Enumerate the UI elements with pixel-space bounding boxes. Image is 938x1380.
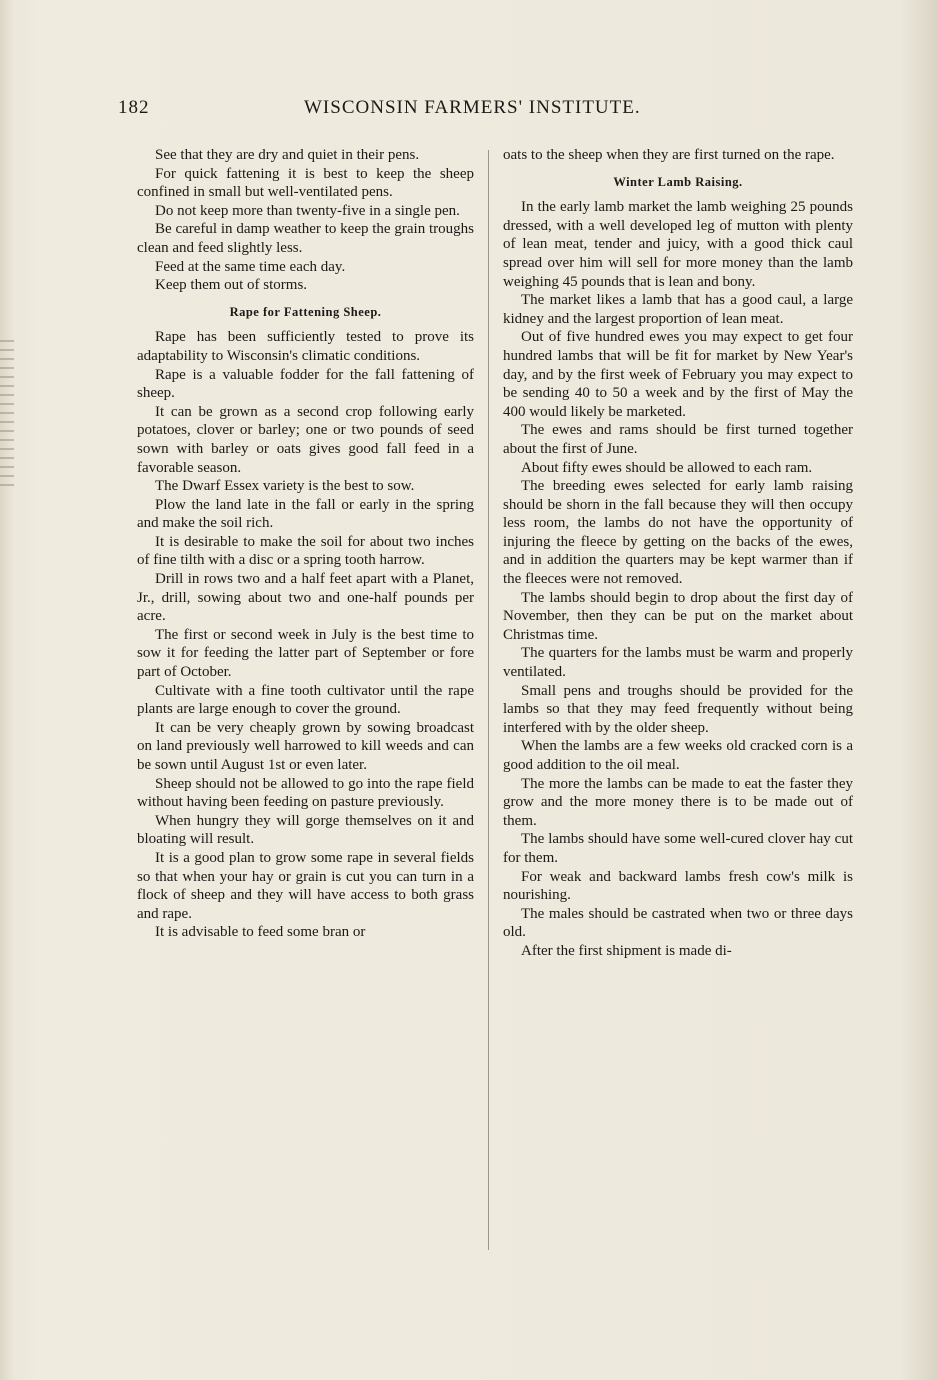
paragraph: For quick fattening it is best to keep the sheep confined in small but well-ventilated pens. — [137, 165, 474, 201]
section-heading-rape: Rape for Fattening Sheep. — [229, 304, 382, 319]
column-divider — [488, 150, 489, 1250]
paragraph: Rape is a valuable fodder for the fall fattening of sheep. — [137, 366, 474, 402]
paragraph: Cultivate with a fine tooth cultivator until the rape plants are large enough to cover the ground. — [137, 682, 474, 718]
right-column — [503, 146, 853, 961]
paragraph: Small pens and troughs should be provided for the lambs so that they may feed frequently without being interfered with by the older sheep. — [503, 682, 853, 736]
page-number: 182 — [118, 97, 150, 118]
paragraph: The breeding ewes selected for early lamb raising should be shorn in the fall because they will then occupy less room, the lambs do not have the opportunity of injuring the fleece by getting on the backs of the ewes, and in addition the quarters may be kept warmer than if the fleeces were not removed. — [503, 478, 853, 588]
paragraph: After the first shipment is made di- — [521, 942, 732, 959]
paragraph: It is advisable to feed some bran or — [155, 924, 366, 941]
paragraph: Plow the land late in the fall or early in the spring and make the soil rich. — [137, 496, 474, 532]
paragraph: The lambs should have some well-cured clover hay cut for them. — [503, 831, 853, 866]
paragraph: Keep them out of storms. — [155, 277, 308, 294]
left-column — [137, 146, 474, 942]
paragraph: The males should be castrated when two or three days old. — [503, 905, 853, 941]
paragraph: The Dwarf Essex variety is the best to sow. — [155, 478, 415, 495]
paragraph: Rape has been sufficiently tested to prove its adaptability to Wisconsin's climatic conditions. — [137, 329, 474, 364]
paragraph: The lambs should begin to drop about the first day of November, then they can be put on the market about Christmas time. — [503, 589, 853, 643]
paragraph: Be careful in damp weather to keep the grain troughs clean and feed slightly less. — [137, 221, 474, 256]
paragraph: The ewes and rams should be first turned together about the first of June. — [503, 422, 853, 457]
paragraph: For weak and backward lambs fresh cow's milk is nourishing. — [503, 868, 853, 904]
paragraph: It can be very cheaply grown by sowing broadcast on land previously well harrowed to kill weeds and can be sown until August 1st or even later. — [137, 719, 474, 773]
paragraph: Sheep should not be allowed to go into the rape field without having been feeding on pasture previously. — [137, 775, 474, 811]
page-binding-edge — [0, 340, 14, 490]
paragraph: The first or second week in July is the best time to sow it for feeding the latter part of September or fore part of October. — [137, 626, 474, 681]
paragraph: The market likes a lamb that has a good caul, a large kidney and the largest proportion of lean meat. — [503, 292, 853, 327]
section-heading-winter-lamb: Winter Lamb Raising. — [613, 174, 743, 189]
paragraph: When the lambs are a few weeks old cracked corn is a good addition to the oil meal. — [503, 738, 853, 773]
paragraph: The quarters for the lambs must be warm and properly ventilated. — [503, 645, 853, 681]
paragraph: It is a good plan to grow some rape in several fields so that when your hay or grain is cut you can turn in a flock of sheep and they will have access to both grass and rape. — [137, 849, 474, 922]
paragraph: About fifty ewes should be allowed to each ram. — [521, 459, 813, 476]
paragraph: When hungry they will gorge themselves on it and bloating will result. — [137, 812, 474, 848]
paragraph: Drill in rows two and a half feet apart with a Planet, Jr., drill, sowing about two and one-half pounds per acre. — [137, 571, 474, 625]
page-header — [118, 97, 858, 127]
paragraph: Feed at the same time each day. — [155, 258, 346, 275]
paragraph: In the early lamb market the lamb weighing 25 pounds dressed, with a well developed leg of mutton with plenty of lean meat, tender and juicy, with a good thick caul spread over him will sell for more money than the lamb weighing 45 pounds that is lean and bony. — [503, 199, 853, 290]
paragraph: See that they are dry and quiet in their pens. — [155, 147, 420, 163]
paragraph: Do not keep more than twenty-five in a single pen. — [155, 202, 460, 219]
paragraph-continuation: oats to the sheep when they are first turned on the rape. — [503, 147, 835, 163]
paragraph: Out of five hundred ewes you may expect to get four hundred lambs that will be fit for market by New Year's day, and by the first week of February you may expect to be sending 40 to 50 a week and by the first of May the 400 would likely be marketed. — [503, 329, 853, 420]
paragraph: The more the lambs can be made to eat the faster they grow and the more money there is to be made out of them. — [503, 775, 853, 829]
paragraph: It is desirable to make the soil for about two inches of fine tilth with a disc or a spring tooth harrow. — [137, 533, 474, 569]
running-title: WISCONSIN FARMERS' INSTITUTE. — [304, 97, 641, 118]
paragraph: It can be grown as a second crop following early potatoes, clover or barley; one or two pounds of seed sown with barley or oats gives good fall feed in a favorable season. — [137, 403, 474, 476]
